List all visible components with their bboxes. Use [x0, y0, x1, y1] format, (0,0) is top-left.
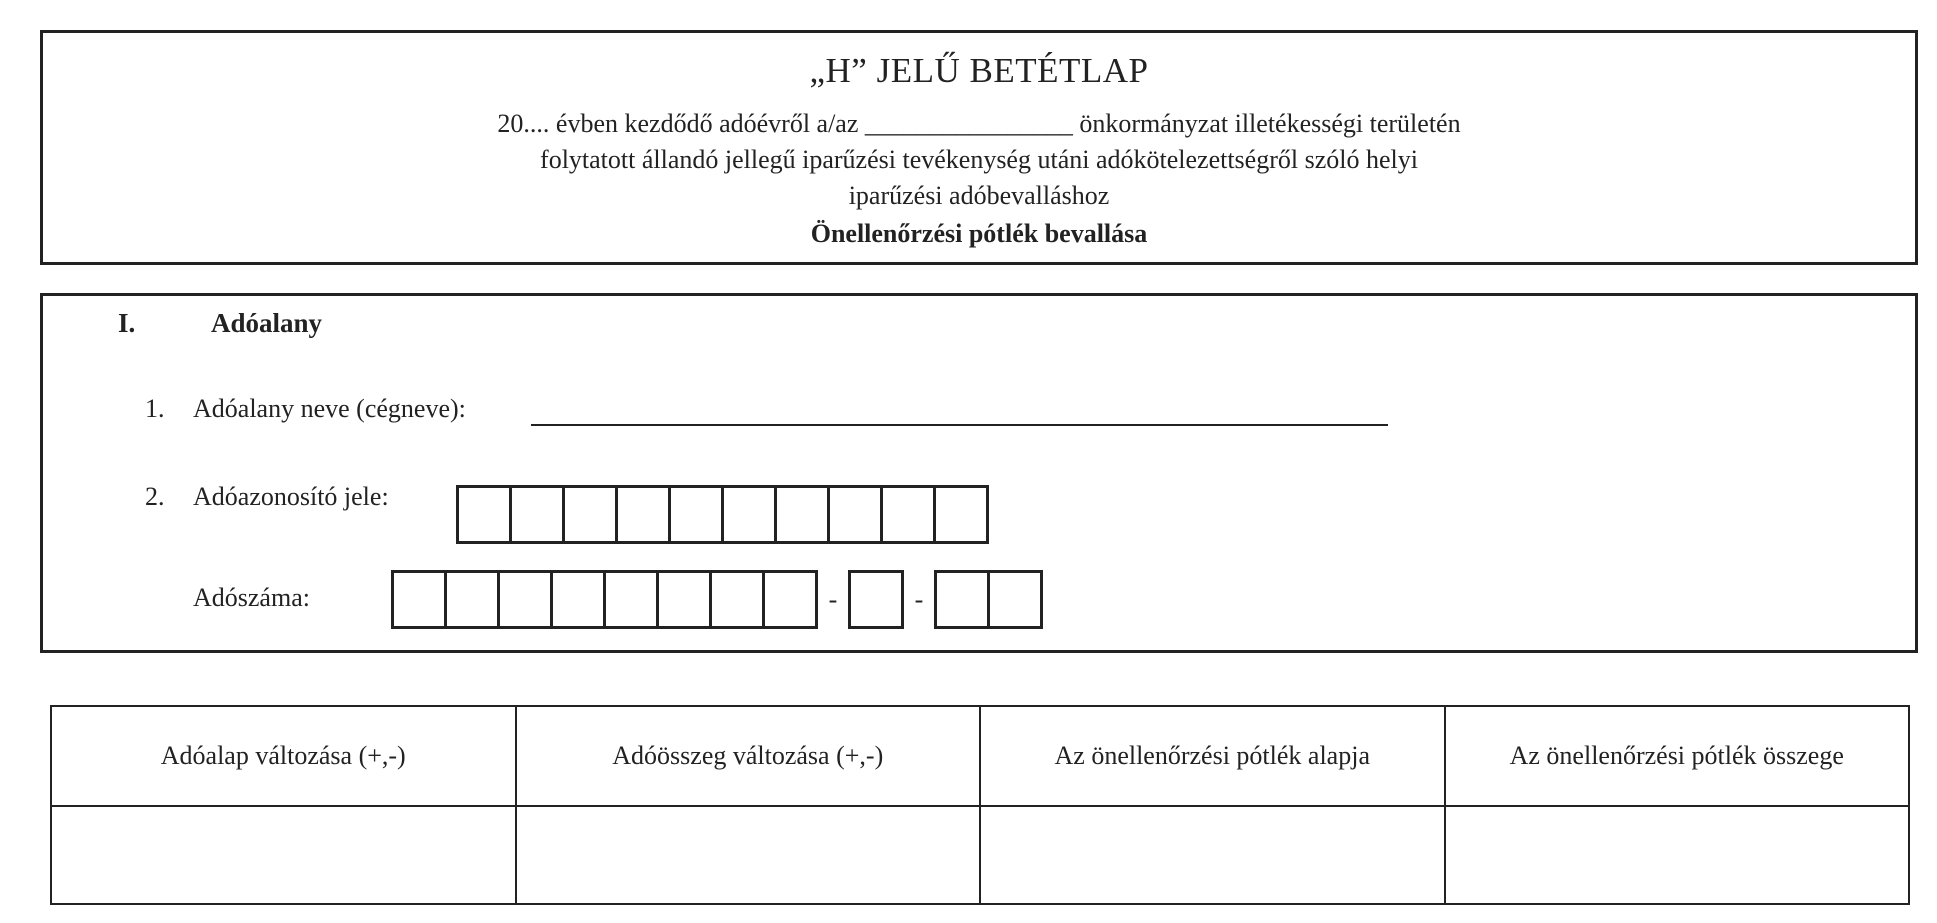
- column-header-tax-base-change: Adóalap változása (+,-): [51, 706, 516, 806]
- tax-id-digit-box[interactable]: [509, 485, 565, 544]
- tax-amount-change-cell[interactable]: [516, 806, 981, 904]
- tax-id-digit-box[interactable]: [880, 485, 936, 544]
- tax-id-digit-box[interactable]: [933, 485, 989, 544]
- header-box: [40, 30, 1918, 265]
- section-number: I.: [118, 308, 136, 338]
- column-header-tax-amount-change: Adóösszeg változása (+,-): [516, 706, 981, 806]
- field-2-number: 2.: [145, 482, 165, 511]
- tax-number-boxes: [391, 570, 1043, 629]
- tax-number-digit-box[interactable]: [550, 570, 606, 629]
- form-subtitle: Önellenőrzési pótlék bevallása: [810, 219, 1148, 248]
- tax-number-digit-box[interactable]: [656, 570, 712, 629]
- surcharge-base-cell[interactable]: [980, 806, 1445, 904]
- tax-number-digit-box[interactable]: [497, 570, 553, 629]
- tax-number-digit-box[interactable]: [444, 570, 500, 629]
- tax-number-group: [934, 570, 1043, 629]
- tax-id-digit-box[interactable]: [827, 485, 883, 544]
- tax-id-digit-box[interactable]: [668, 485, 724, 544]
- tax-number-separator: -: [828, 585, 838, 614]
- tax-number-digit-box[interactable]: [391, 570, 447, 629]
- tax-number-separator: -: [914, 585, 924, 614]
- form-title: „H” JELŰ BETÉTLAP: [809, 51, 1149, 90]
- surcharge-table: [50, 705, 1910, 905]
- tax-id-digit-box[interactable]: [562, 485, 618, 544]
- tax-number-digit-box[interactable]: [934, 570, 990, 629]
- surcharge-amount-cell[interactable]: [1445, 806, 1910, 904]
- intro-line-1: 20.... évben kezdődő adóévről a/az ________________ önkormányzat illetékességi területén: [497, 109, 1461, 138]
- column-header-surcharge-amount: Az önellenőrzési pótlék összege: [1445, 706, 1910, 806]
- taxpayer-name-label: Adóalany neve (cégneve):: [193, 394, 466, 423]
- tax-number-digit-box[interactable]: [603, 570, 659, 629]
- tax-number-digit-box[interactable]: [987, 570, 1043, 629]
- tax-number-digit-box[interactable]: [762, 570, 818, 629]
- section-title: Adóalany: [211, 308, 323, 338]
- tax-id-label: Adóazonosító jele:: [193, 482, 389, 511]
- tax-number-group: [391, 570, 818, 629]
- tax-base-change-cell[interactable]: [51, 806, 516, 904]
- tax-id-digit-box[interactable]: [721, 485, 777, 544]
- table-row: [51, 806, 1909, 904]
- taxpayer-name-field[interactable]: [531, 424, 1388, 426]
- tax-number-group: [848, 570, 904, 629]
- taxpayer-section: [40, 293, 1918, 653]
- tax-id-digit-box[interactable]: [774, 485, 830, 544]
- intro-line-2: folytatott állandó jellegű iparűzési tevékenység utáni adókötelezettségről szóló helyi: [540, 145, 1418, 174]
- tax-number-digit-box[interactable]: [709, 570, 765, 629]
- table-header-row: [51, 706, 1909, 806]
- tax-id-digit-box[interactable]: [615, 485, 671, 544]
- column-header-surcharge-base: Az önellenőrzési pótlék alapja: [980, 706, 1445, 806]
- field-1-number: 1.: [145, 394, 165, 423]
- tax-number-label: Adószáma:: [193, 583, 310, 612]
- tax-number-digit-box[interactable]: [848, 570, 904, 629]
- tax-id-boxes: [456, 485, 989, 544]
- tax-id-digit-box[interactable]: [456, 485, 512, 544]
- intro-line-3: iparűzési adóbevalláshoz: [848, 181, 1110, 210]
